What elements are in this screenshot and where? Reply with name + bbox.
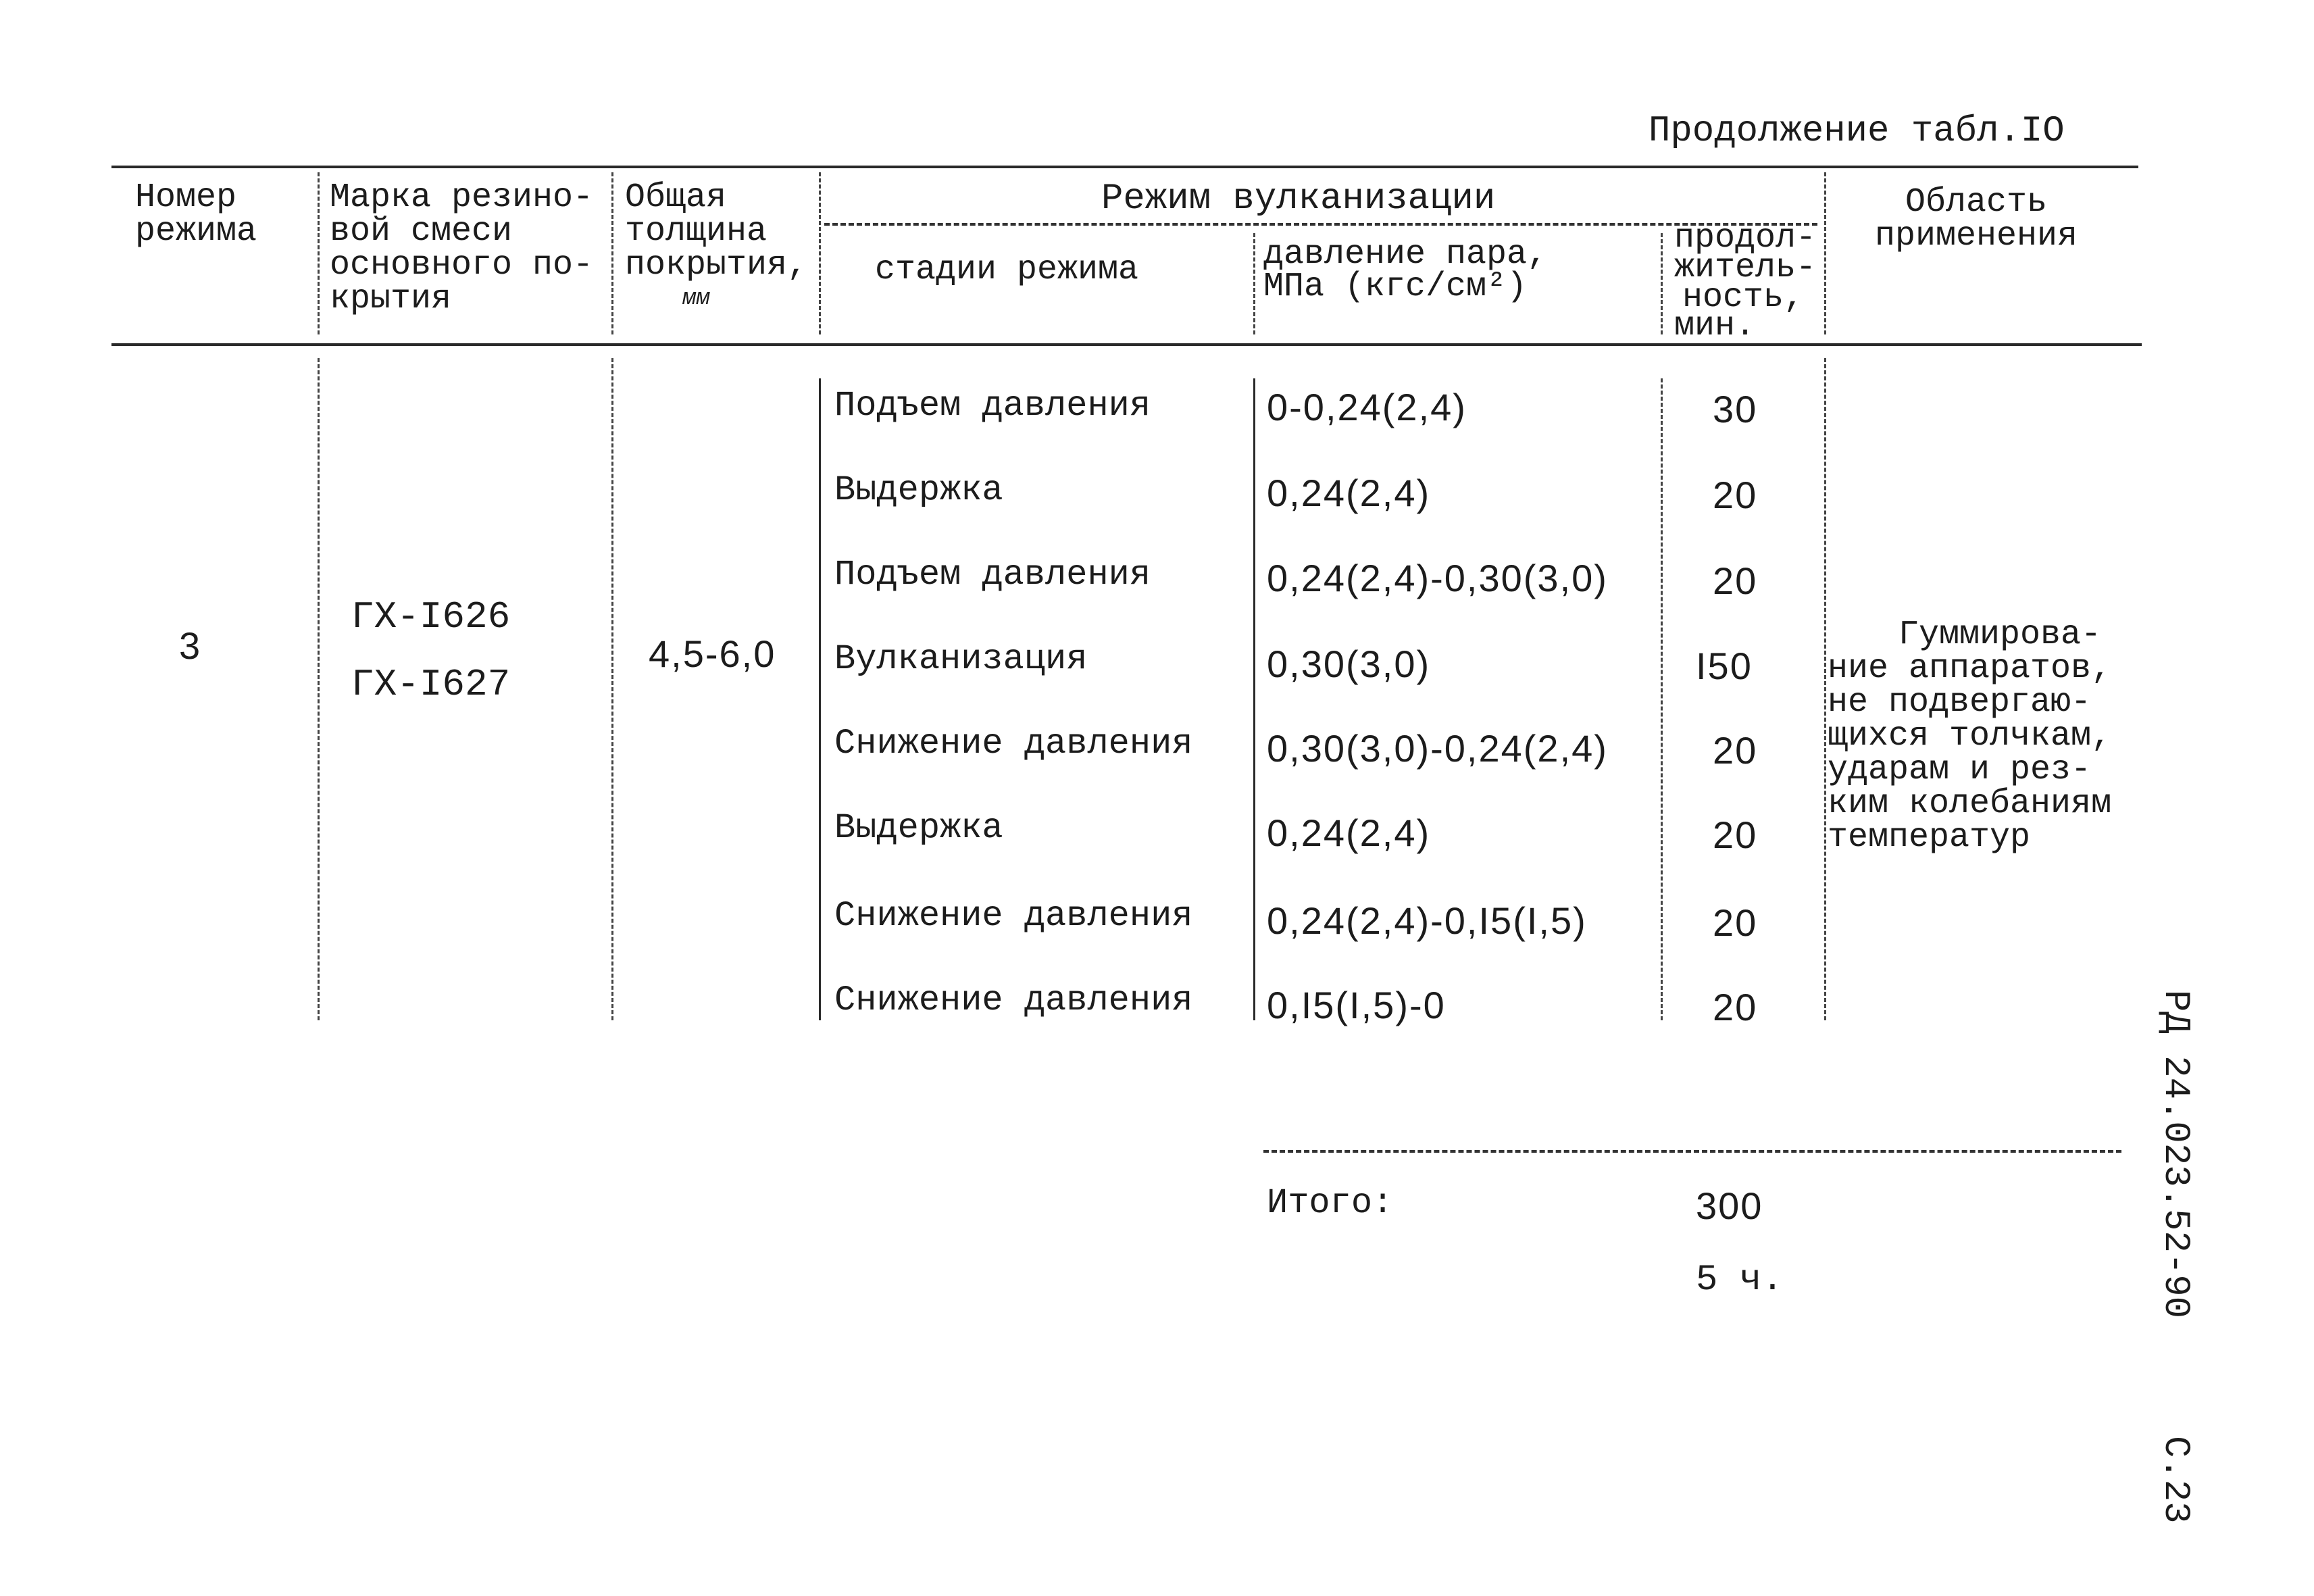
body-separator-5 (1661, 378, 1663, 1020)
row-rubber-mix-1: ГХ-I626 (351, 595, 511, 639)
header-separator-5 (1253, 233, 1255, 334)
header-separator-4 (1824, 172, 1826, 334)
header-stages: стадии режима (875, 251, 1139, 289)
header-pressure-1: давление пара, (1263, 235, 1548, 274)
header-mode-number-2: режима (135, 212, 257, 251)
header-duration-1: продол- (1674, 219, 1817, 257)
header-separator-6 (1661, 233, 1663, 334)
application-line-6: ким колебаниям (1828, 784, 2112, 823)
header-group-dashed-rule (824, 223, 1817, 226)
header-bottom-rule (111, 343, 2142, 346)
stage-6-pressure: 0,24(2,4)-0,I5(I,5) (1267, 899, 1587, 942)
stage-5-duration: 20 (1713, 814, 1758, 856)
row-rubber-mix-2: ГХ-I627 (351, 663, 511, 706)
header-mode-number-1: Номер (135, 178, 237, 217)
header-application-1: Область (1905, 183, 2048, 222)
stage-3-pressure: 0,30(3,0) (1267, 643, 1431, 685)
body-separator-2 (611, 358, 613, 1020)
header-duration-3: ность, (1682, 278, 1805, 317)
application-line-7: температур (1828, 818, 2031, 857)
body-separator-3 (819, 378, 821, 1020)
header-rubber-mix-1: Марка резино- (330, 178, 594, 217)
header-pressure-2: МПа (кгс/см²) (1263, 268, 1528, 306)
stage-4-duration: 20 (1713, 729, 1758, 772)
header-application-2: применения (1875, 217, 2078, 255)
application-line-2: ние аппаратов, (1828, 649, 2112, 688)
header-thickness-1: Общая (625, 178, 727, 217)
header-rubber-mix-4: крытия (330, 280, 452, 318)
stage-6-duration: 20 (1713, 901, 1758, 944)
stage-1-duration: 20 (1713, 474, 1758, 516)
stage-7-label: Снижение давления (834, 980, 1193, 1020)
stage-1-label: Выдержка (834, 470, 1003, 510)
application-line-3: не подвергаю- (1828, 683, 2092, 722)
stage-0-duration: 30 (1713, 388, 1758, 430)
row-mode-number: 3 (179, 624, 202, 667)
side-doc-code: РД 24.023.52-90 (2155, 990, 2196, 1319)
table-top-rule (111, 166, 2138, 168)
stage-6-label: Снижение давления (834, 896, 1193, 936)
stage-2-duration: 20 (1713, 559, 1758, 602)
body-separator-1 (318, 358, 320, 1020)
stage-7-pressure: 0,I5(I,5)-0 (1267, 984, 1446, 1026)
total-hours: 5 ч. (1696, 1260, 1784, 1301)
stage-5-label: Выдержка (834, 808, 1003, 848)
header-rubber-mix-2: вой смеси (330, 212, 513, 251)
application-line-4: щихся толчкам, (1828, 717, 2112, 755)
side-page-number: С.23 (2155, 1436, 2196, 1524)
total-label: Итого: (1267, 1183, 1394, 1223)
row-thickness: 4,5-6,0 (649, 632, 776, 675)
stage-2-label: Подъем давления (834, 555, 1151, 595)
header-separator-3 (819, 172, 821, 334)
total-dashed-rule (1263, 1150, 2121, 1153)
body-separator-6 (1824, 358, 1826, 1020)
header-duration-2: житель- (1674, 249, 1817, 287)
header-vulcanization-mode: Режим вулканизации (1101, 178, 1496, 220)
header-thickness-3: покрытия, (625, 246, 808, 284)
stage-4-pressure: 0,30(3,0)-0,24(2,4) (1267, 727, 1608, 770)
application-line-1: Гуммирова- (1898, 616, 2102, 654)
stage-4-label: Снижение давления (834, 724, 1193, 764)
stage-1-pressure: 0,24(2,4) (1267, 472, 1431, 514)
header-thickness-unit: мм (682, 286, 710, 311)
application-line-5: ударам и рез- (1828, 751, 2092, 789)
stage-7-duration: 20 (1713, 986, 1758, 1028)
header-rubber-mix-3: основного по- (330, 246, 594, 284)
stage-5-pressure: 0,24(2,4) (1267, 812, 1431, 854)
header-separator-1 (318, 172, 320, 334)
total-minutes: 300 (1696, 1184, 1763, 1227)
header-duration-4: мин. (1674, 307, 1756, 345)
table-caption: Продолжение табл.IO (1649, 111, 2065, 152)
stage-3-label: Вулканизация (834, 639, 1088, 679)
header-separator-2 (611, 172, 613, 334)
stage-2-pressure: 0,24(2,4)-0,30(3,0) (1267, 557, 1608, 599)
stage-0-label: Подъем давления (834, 386, 1151, 426)
header-thickness-2: толщина (625, 212, 768, 251)
stage-3-duration: I50 (1696, 645, 1753, 687)
body-separator-4 (1253, 378, 1255, 1020)
stage-0-pressure: 0-0,24(2,4) (1267, 386, 1467, 428)
